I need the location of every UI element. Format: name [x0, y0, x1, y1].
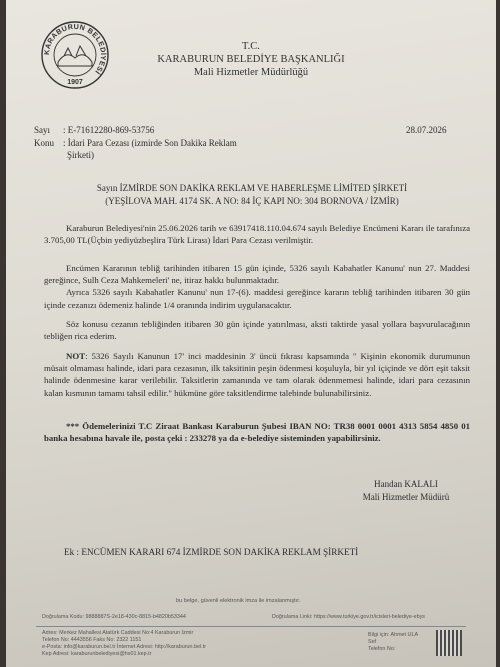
paragraph-3: Ayrıca 5326 sayılı Kabahatler Kanunu' nun 17-(6). maddesi gereğince kararın tebliğ tarihinden itibaren 30 gün içinde cezanızı ödemeniz halinde 1/4 oranında indirim uygulanacaktır.	[44, 287, 470, 310]
footer-info-role: Sef	[368, 639, 377, 645]
header-municipality: KARABURUN BELEDİYE BAŞKANLIĞI	[157, 54, 345, 65]
header-tc: T.C.	[242, 41, 260, 52]
seal-year: 1907	[67, 79, 83, 86]
footer-info-contact: Bilgi için: Ahmet ULA	[368, 632, 419, 638]
footer-address: Adres: Merkez Mahallesi Atatürk Caddesi No:4 Karaburun İzmir	[42, 630, 194, 636]
attachment-line: Ek : ENCÜMEN KARARI 674 İZMİRDE SON DAKİKA REKLAM ŞİRKETİ	[64, 547, 359, 557]
footer-kep: Kep Adresi: karaburunbelediyesi@hs01.kep.tr	[42, 651, 152, 657]
signatory-name: Handan KALALI	[374, 479, 438, 489]
header-department: Mali Hizmetler Müdürlüğü	[193, 67, 309, 78]
sayi-value: : E-71612280-869-53756	[63, 125, 155, 135]
recipient-name: Sayın İZMİRDE SON DAKİKA REKLAM VE HABERLEŞME LİMİTED ŞİRKETİ	[96, 183, 408, 193]
paragraph-1: Karaburun Belediyesi'nin 25.06.2026 tarih ve 63917418.110.04.674 sayılı Belediye Encümeni Kararı ile tarafınıza 3.705,00 TL(Üçbin yediyüzbeşlira Türk Lirası) İdari Para Cezası verilmiştir.	[44, 223, 470, 246]
footer-divider	[36, 626, 466, 627]
footer-info-phone: Telefon No:	[368, 646, 396, 652]
footer-email[interactable]: e-Posta: info@karaburun.bel.tr İnternet Adresi: http://karaburun.bel.tr	[42, 644, 206, 650]
note-label: NOT	[66, 351, 86, 361]
sayi-label: Sayı	[34, 125, 51, 135]
qr-code-icon	[436, 630, 462, 656]
verification-link[interactable]: Doğrulama Linki: https://www.turkiye.gov.tr/icisleri-belediye-ebys	[272, 614, 425, 620]
paragraph-payment-deadline	[44, 318, 470, 342]
signatory-title: Mali Hizmetler Müdürü	[362, 492, 450, 502]
paragraph-5: : 5326 Sayılı Kanunun 17' inci maddesinin 3' üncü fıkrası kapsamında " Kişinin ekonomik durumunun müsait olmaması halinde, idari para cezasının, ilk taksitinin peşin ödenmesi koşuluyla, bir yıl içiçinde ve dört eşit taksit halinde ödenmesine karar verilebilir. Taksitlerin zamanında ve tam olarak ödenmemesi halinde, idari para cezasının kalan kısmının tamamı tahsil edilir." hükmüne göre taksitlendirme talebinde bulunabilirsiniz.	[44, 351, 470, 398]
konu-value-2: Şirketi)	[67, 150, 94, 160]
document-date: 28.07.2026	[406, 125, 447, 135]
paragraph-objection	[44, 262, 470, 311]
seal-ring-text: KARABURUN BELEDİYESİ	[41, 21, 109, 77]
paragraph-note	[44, 350, 470, 399]
recipient-address: (YEŞİLOVA MAH. 4174 SK. A NO: 84 İÇ KAPI NO: 304 BORNOVA / İZMİR)	[105, 196, 399, 206]
konu-label: Konu	[34, 138, 54, 148]
verification-code: Doğrulama Kodu: 9888887S-2e18-430c-8815-b4820b53344	[42, 614, 186, 620]
esignature-notice: bu belge, güvenli elektronik imza ile imzalanmıştır.	[176, 598, 301, 604]
paragraph-2: Encümen Kararının tebliğ tarihinden itibaren 15 gün içinde, 5326 sayılı Kabahatler Kanunu' nun 27. Maddesi gereğince, Sulh Ceza Mahkemeleri' ne, itiraz hakkı bulunmaktadır.	[44, 263, 470, 286]
paragraph-6: *** Ödemelerinizi T.C Ziraat Bankası Karaburun Şubesi IBAN NO: TR38 0001 0001 4313 5854 4850 01 banka hesabına havale ile, posta çeki : 233278 ya da e-belediye sisteminden yapabilirsiniz.	[44, 421, 470, 444]
document-page	[6, 0, 496, 667]
footer-phone: Telefon No: 4443556 Faks No: 2322 1151	[42, 637, 142, 643]
paragraph-bank-info	[44, 420, 470, 444]
paragraph-4: Söz konusu cezanın tebliğinden itibaren 30 gün içinde yatırılması, aksti taktirde yasal yollara başvurulacağının tebliğen rica ederim.	[44, 319, 470, 342]
konu-value-1: : İdari Para Cezası (izmirde Son Dakika Reklam	[63, 138, 237, 148]
paragraph-decision	[44, 222, 470, 246]
